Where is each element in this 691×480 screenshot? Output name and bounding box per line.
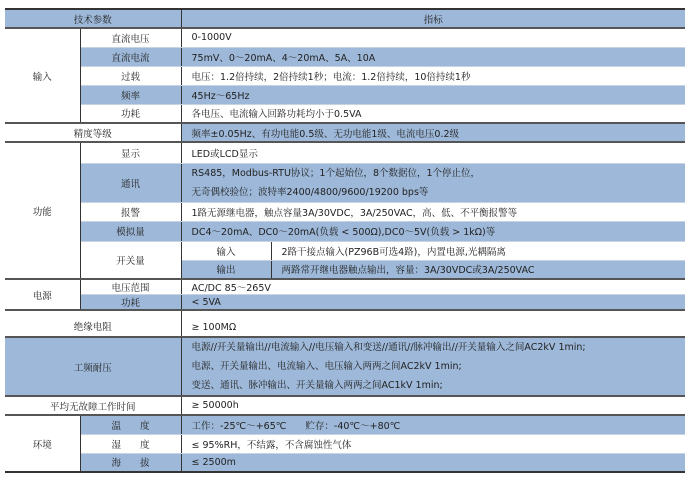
value-line: RS485，Modbus-RTU协议；1个起始位，8个数据位，1个停止位， [191,167,481,179]
row-value: 75mV、0～20mA、4～20mA、5A、10A [181,47,685,66]
row-label: 开关量 [80,241,181,279]
row-value: ≤ 2500m [181,453,685,472]
table-row [5,241,685,260]
row-label: 频率 [80,85,181,104]
row-label: 功耗 [80,104,181,123]
table-row [5,396,685,415]
group-function: 功能 [5,142,80,279]
table-row [5,104,685,123]
table-row-accuracy [5,123,685,142]
row-label: 直流电压 [80,28,181,47]
table-row [5,415,685,434]
row-value: ≤ 95%RH，不结露，不含腐蚀性气体 [181,434,685,453]
table-row [5,66,685,85]
row-value: 45Hz～65Hz [181,85,685,104]
row-value: LED或LCD显示 [181,142,685,163]
table-row [5,163,685,202]
row-value [181,337,685,396]
sub-label: 输出 [181,260,271,279]
row-label: 温 度 [80,415,181,434]
row-value: 工作：-25℃～+65℃ 贮存：-40℃～+80℃ [181,415,685,434]
spec-table [5,8,685,473]
row-label: 电压范围 [80,279,181,295]
table-row [5,434,685,453]
value-line: 变送、通讯、脉冲输出、开关量输入两两之间AC1kV 1min; [191,380,443,391]
value-line: 电源//开关量输出//电流输入//电压输入和变送//通讯//脉冲输出//开关量输入之间AC2kV 1min; [191,342,586,353]
row-label: 绝缘电阻 [5,310,181,337]
header-param: 技术参数 [5,9,181,28]
row-value: 两路常开继电器触点输出，容量：3A/30VDC或3A/250VAC [271,260,685,279]
group-power: 电源 [5,279,80,310]
row-value: 频率±0.05Hz、有功电能0.5级、无功电能1级、电流电压0.2级 [181,123,685,142]
group-environment: 环境 [5,415,80,472]
value-line: 无奇偶校验位；波特率2400/4800/9600/19200 bps等 [191,186,429,198]
group-input: 输入 [5,28,80,123]
value-line: 电源、开关量输出、电流输入、电压输入两两之间AC2kV 1min; [191,361,462,372]
header-spec: 指标 [181,9,685,28]
table-row [5,337,685,396]
sub-label: 输入 [181,241,271,260]
table-row [5,310,685,337]
row-label: 湿 度 [80,434,181,453]
row-label: 显示 [80,142,181,163]
table-row [5,28,685,47]
row-value: 0-1000V [181,28,685,47]
row-value [181,163,685,202]
table-row [5,295,685,311]
row-label: 平均无故障工作时间 [5,396,181,415]
row-label: 直流电流 [80,47,181,66]
table-header [5,9,685,28]
row-value: < 5VA [181,295,685,311]
row-value: DC4～20mA、DC0～20mA(负载 < 500Ω),DC0～5V(负载 > 1kΩ)等 [181,221,685,241]
table-row [5,85,685,104]
table-row [5,221,685,241]
row-label: 报警 [80,202,181,221]
row-value: 2路干接点输入(PZ96B可选4路)，内置电源,光耦隔离 [271,241,685,260]
table-row [5,279,685,295]
row-value: ≥ 100MΩ [181,310,685,337]
table-row [5,202,685,221]
table-row [5,47,685,66]
row-value: ≥ 50000h [181,396,685,415]
row-label: 过载 [80,66,181,85]
row-label: 功耗 [80,295,181,311]
row-value: AC/DC 85～265V [181,279,685,295]
row-label: 通讯 [80,163,181,202]
row-value: 电压：1.2倍持续，2倍持续1秒；电流：1.2倍持续，10倍持续1秒 [181,66,685,85]
row-value: 各电压、电流输入回路功耗均小于0.5VA [181,104,685,123]
row-label: 工频耐压 [5,337,181,396]
table-row [5,453,685,472]
row-label: 精度等级 [5,123,181,142]
row-label: 海 拔 [80,453,181,472]
row-label: 模拟量 [80,221,181,241]
row-value: 1路无源继电器，触点容量3A/30VDC，3A/250VAC，高、低、不平衡报警等 [181,202,685,221]
table-row [5,142,685,163]
